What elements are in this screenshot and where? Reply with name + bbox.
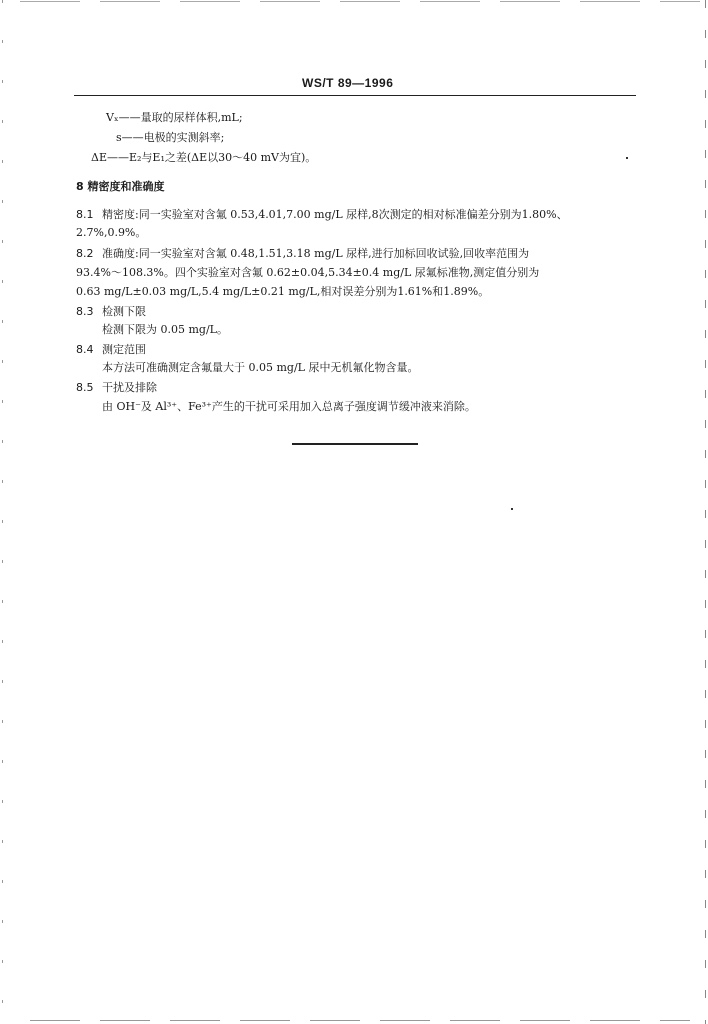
clause-title: 测定范围: [102, 343, 146, 356]
standard-number: WS/T 89—1996: [302, 76, 394, 90]
clause-text: 准确度:同一实验室对含氟 0.48,1.51,3.18 mg/L 尿样,进行加标回收试验,回收率范围为: [102, 247, 530, 260]
scan-edge-right: [705, 0, 706, 1024]
definition-delta-e: ΔE——E₂与E₁之差(ΔE以30～40 mV为宜)。: [91, 151, 317, 164]
clause-8-4-body: 本方法可准确测定含氟量大于 0.05 mg/L 尿中无机氟化物含量。: [102, 361, 419, 374]
scan-edge-bottom: [30, 1020, 690, 1021]
end-of-document-rule: [292, 443, 418, 445]
clause-number: 8.2: [76, 247, 94, 260]
clause-8-4-heading: [76, 343, 146, 357]
clause-8-2-line-1: [76, 247, 529, 261]
definition-vx: Vₓ——量取的尿样体积,mL;: [106, 111, 243, 124]
clause-8-3-heading: [76, 305, 146, 319]
definition-slope: s——电极的实测斜率;: [116, 131, 225, 144]
clause-8-1-line-2: 2.7%,0.9%。: [76, 226, 147, 239]
clause-text: 精密度:同一实验室对含氟 0.53,4.01,7.00 mg/L 尿样,8次测定的相对标准偏差分别为1.80%、: [102, 208, 568, 221]
clause-title: 干扰及排除: [102, 381, 157, 394]
clause-number: 8.5: [76, 381, 94, 394]
clause-8-2-line-3: 0.63 mg/L±0.03 mg/L,5.4 mg/L±0.21 mg/L,相对误差分别为1.61%和1.89%。: [76, 285, 490, 298]
scan-edge-top: [20, 1, 700, 2]
scan-edge-left: [2, 0, 3, 1024]
clause-8-5-body: 由 OH⁻及 Al³⁺、Fe³⁺产生的干扰可采用加入总离子强度调节缓冲液来消除。: [102, 400, 476, 413]
clause-number: 8.1: [76, 208, 94, 221]
clause-8-5-heading: [76, 381, 157, 395]
clause-8-3-body: 检测下限为 0.05 mg/L。: [102, 323, 228, 336]
clause-number: 8.4: [76, 343, 94, 356]
scan-speck: [511, 508, 513, 510]
clause-8-1-line-1: [76, 208, 568, 222]
clause-8-2-line-2: 93.4%～108.3%。四个实验室对含氟 0.62±0.04,5.34±0.4 mg/L 尿氟标准物,测定值分别为: [76, 266, 540, 279]
clause-number: 8.3: [76, 305, 94, 318]
section-heading-8: 8 精密度和准确度: [76, 180, 165, 193]
scan-speck: [626, 157, 628, 159]
clause-title: 检测下限: [102, 305, 146, 318]
header-rule: [74, 95, 636, 96]
